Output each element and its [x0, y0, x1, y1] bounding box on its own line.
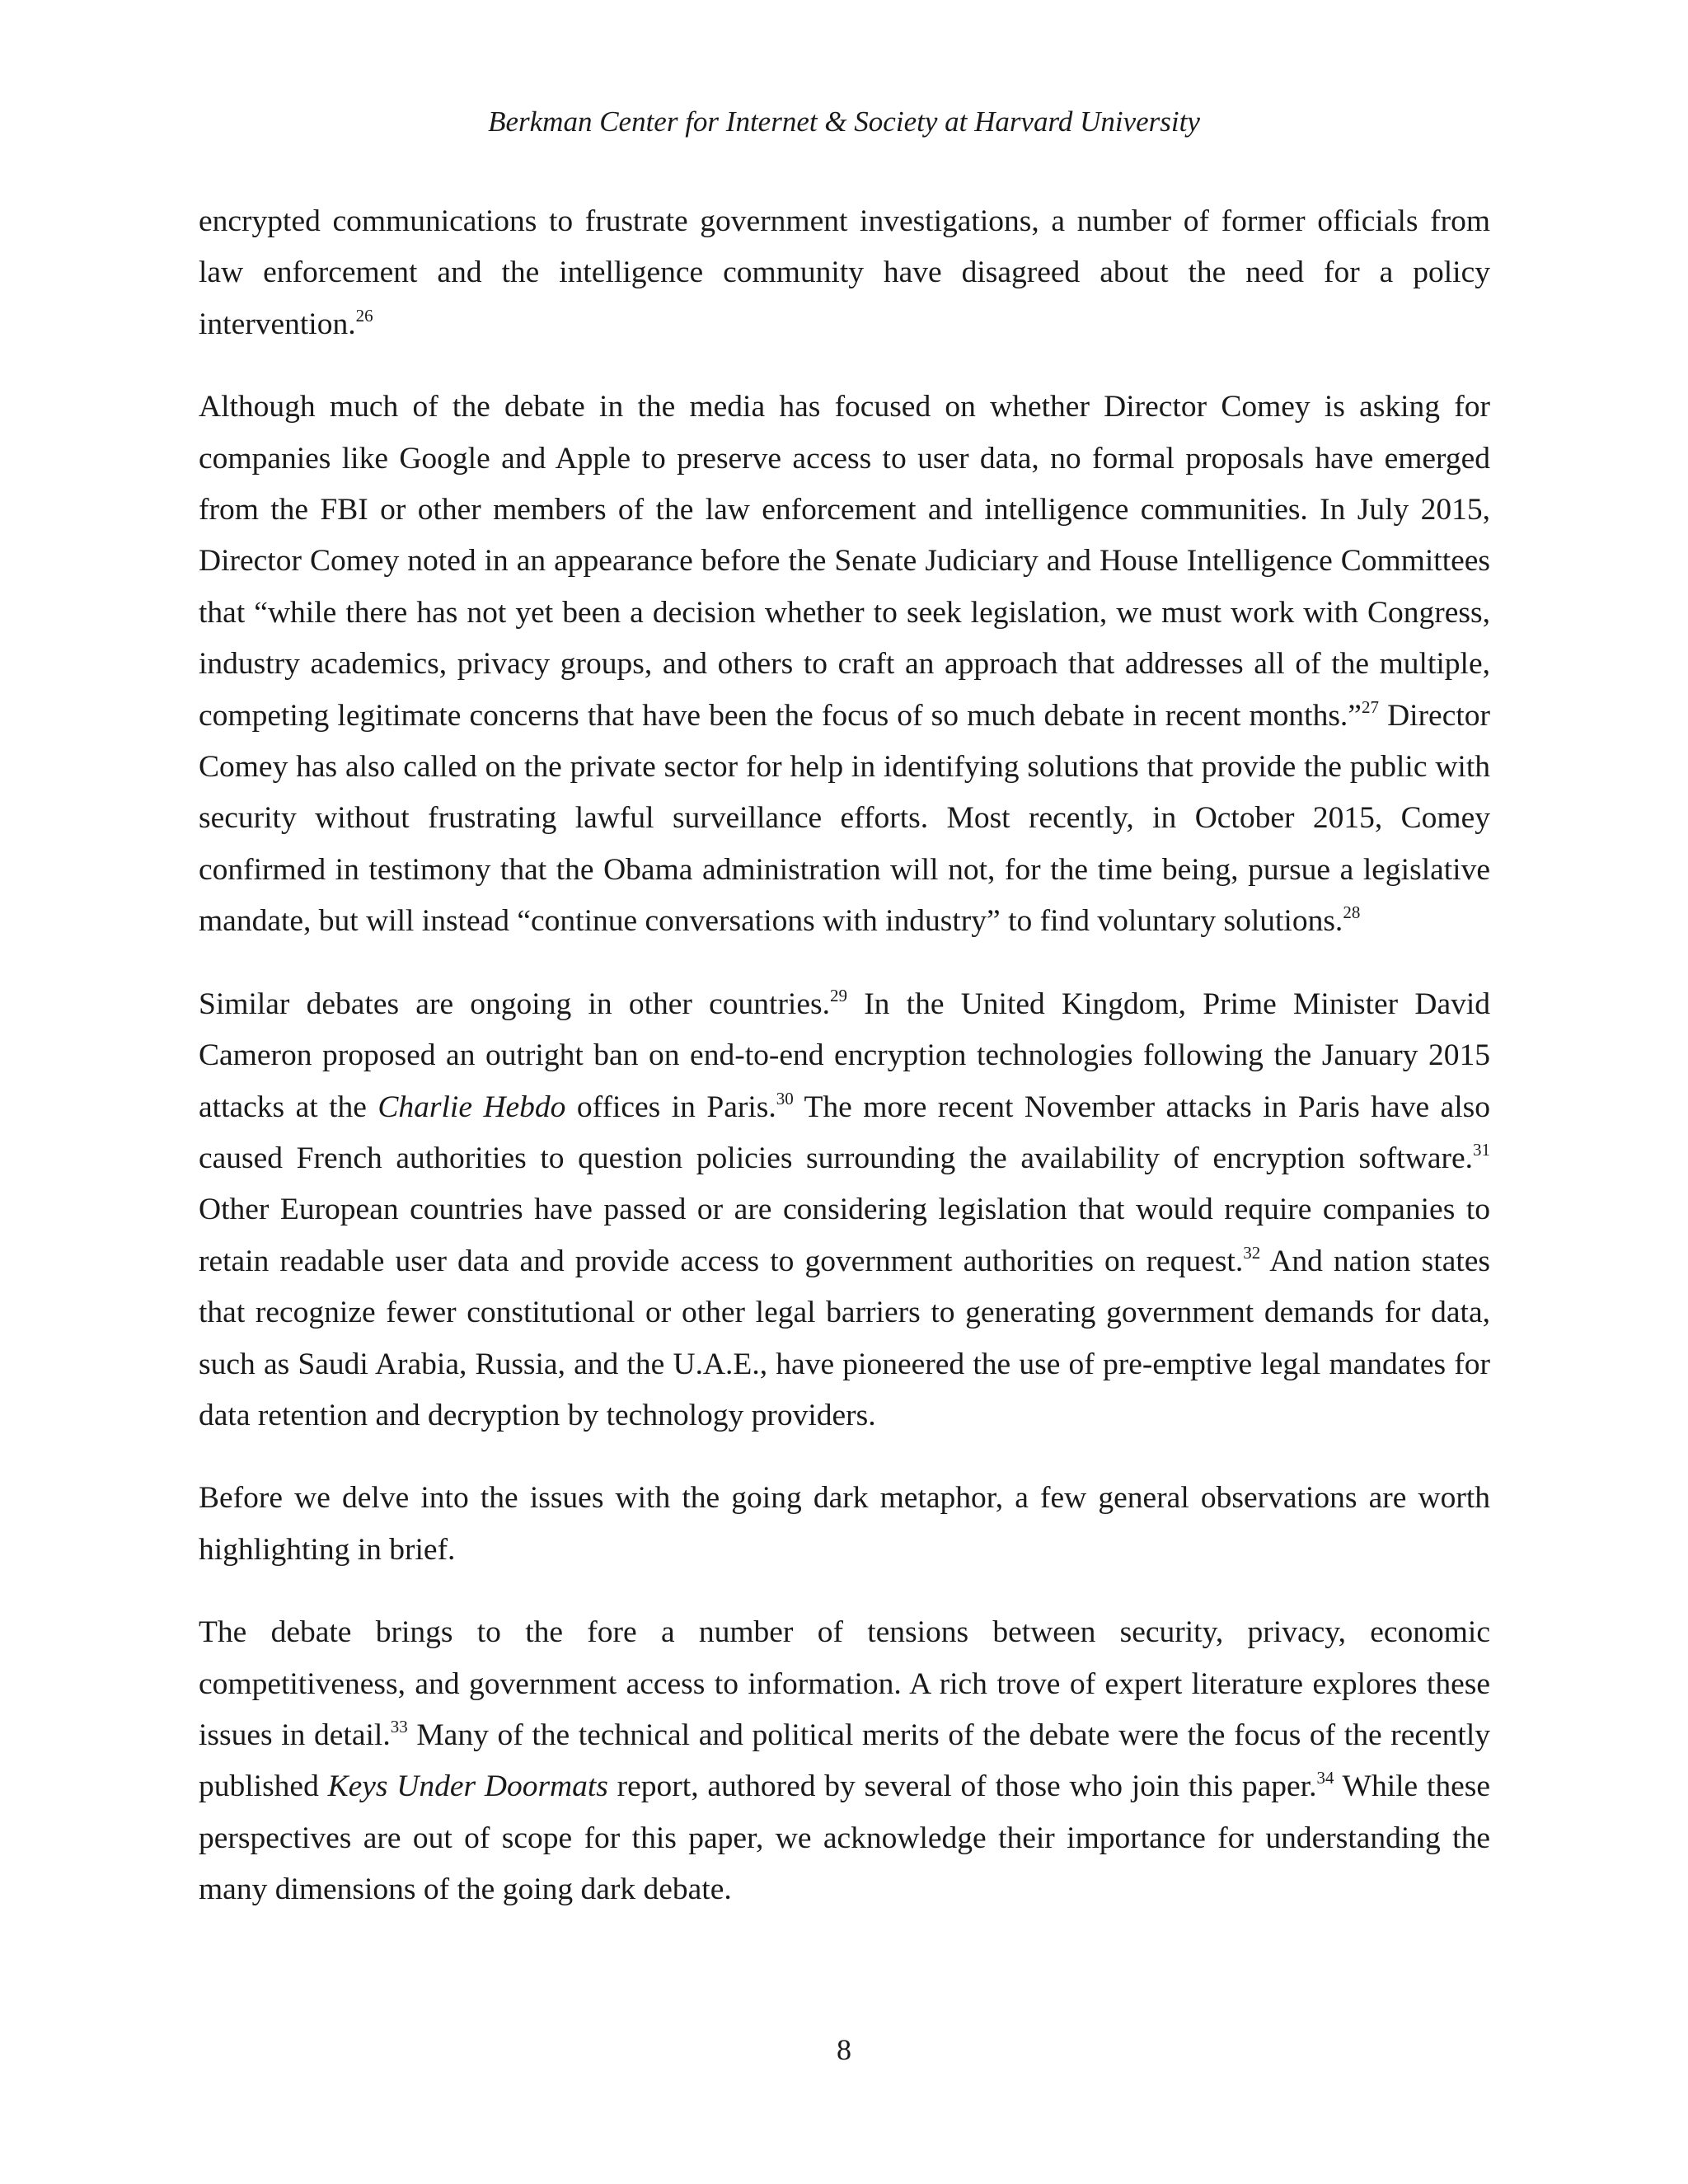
paragraph — [199, 382, 1490, 947]
text-segment: The more recent November attacks in Paris have also caused French authorities to question policies surrounding the availability of encryption software. — [199, 1090, 1490, 1175]
text-segment: And nation states that recognize fewer constitutional or other legal barriers to generating government demands for data, such as Saudi Arabia, Russia, and the U.A.E., have pioneered the use of pre-emptive legal mandates for data retention and decryption by technology providers. — [199, 1244, 1490, 1432]
text-segment: Other European countries have passed or are considering legislation that would require companies to retain readable user data and provide access to government authorities on request. — [199, 1193, 1490, 1278]
italic-title: Keys Under Doormats — [327, 1769, 608, 1804]
text-segment: Before we delve into the issues with the going dark metaphor, a few general observations are worth highlighting in brief. — [199, 1481, 1490, 1567]
body-text — [199, 196, 1490, 1947]
paragraph — [199, 1473, 1490, 1576]
footnote-ref[interactable]: 28 — [1343, 902, 1361, 923]
text-segment: encrypted communications to frustrate government investigations, a number of former officials from law enforcement and the intelligence community have disagreed about the need for a policy intervention. — [199, 204, 1490, 341]
footnote-ref[interactable]: 29 — [829, 985, 847, 1005]
paragraph — [199, 979, 1490, 1442]
italic-title: Charlie Hebdo — [377, 1090, 566, 1124]
paragraph — [199, 1607, 1490, 1915]
footnote-ref[interactable]: 30 — [776, 1088, 794, 1108]
text-segment: offices in Paris. — [565, 1090, 776, 1124]
text-segment: Many of the technical and political merits of the debate were the focus of the recently published — [199, 1718, 1490, 1804]
page-number: 8 — [837, 2033, 851, 2066]
text-segment: report, authored by several of those who join this paper. — [607, 1769, 1317, 1804]
text-segment: The debate brings to the fore a number of tensions between security, privacy, economic competitiveness, and government access to information. A rich trove of expert literature explores these issues in detail. — [199, 1615, 1490, 1752]
footnote-ref[interactable]: 27 — [1361, 696, 1379, 717]
running-header: Berkman Center for Internet & Society at Harvard University — [488, 105, 1200, 138]
text-segment: Similar debates are ongoing in other countries. — [199, 987, 830, 1021]
text-segment: In the United Kingdom, Prime Minister David Cameron proposed an outright ban on end-to-end encryption technologies following the January 2015 attacks at the — [199, 987, 1491, 1124]
footnote-ref[interactable]: 34 — [1316, 1768, 1334, 1788]
footnote-ref[interactable]: 33 — [390, 1716, 408, 1736]
text-segment: While these perspectives are out of scope for this paper, we acknowledge their importance for understanding the many dimensions of the going dark debate. — [199, 1769, 1491, 1907]
paragraph — [199, 196, 1490, 350]
footnote-ref[interactable]: 32 — [1243, 1242, 1261, 1263]
text-segment: Although much of the debate in the media has focused on whether Director Comey is asking for companies like Google and Apple to preserve access to user data, no formal proposals have emerged from the FBI or other members of the law enforcement and intelligence communities. In July 2015, Director Comey noted in an appearance before the Senate Judiciary and House Intelligence Committees that “while there has not yet been a decision whether to seek legislation, we must work with Congress, industry academics, privacy groups, and others to craft an approach that addresses all of the multiple, competing legitimate concerns that have been the focus of so much debate in recent months.” — [199, 390, 1490, 733]
footnote-ref[interactable]: 26 — [355, 305, 373, 326]
text-segment: Director Comey has also called on the private sector for help in identifying solutions that provide the public with security without frustrating lawful surveillance efforts. Most recently, in October 2015, Comey confirmed in testimony that the Obama administration will not, for the time being, pursue a legislative mandate, but will instead “continue conversations with industry” to find voluntary solutions. — [199, 698, 1491, 939]
footnote-ref[interactable]: 31 — [1473, 1139, 1490, 1160]
